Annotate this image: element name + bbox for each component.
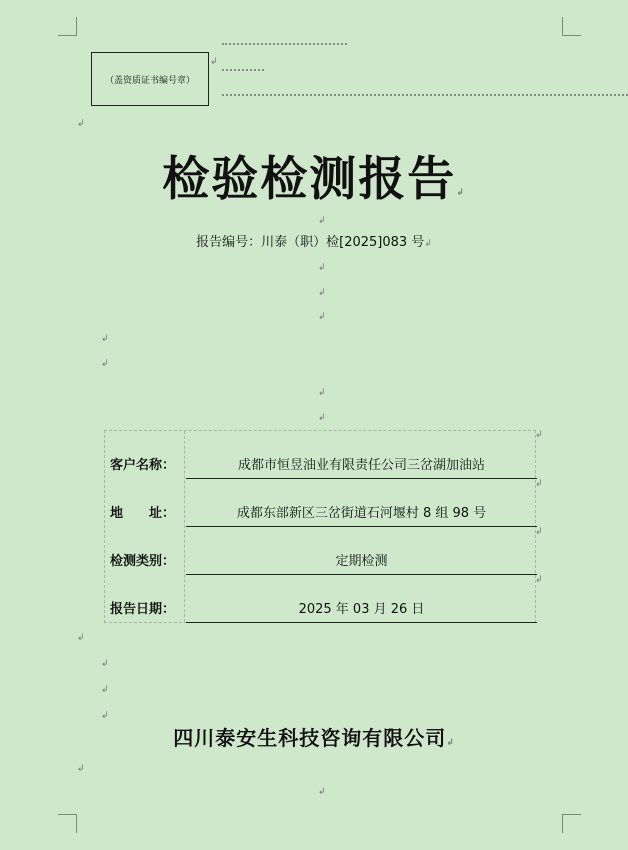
paragraph-mark: ↲ — [101, 659, 109, 669]
paragraph-mark: ↲ — [77, 119, 85, 129]
paragraph-mark: ↲ — [77, 764, 85, 774]
report-date-value: 2025 年 03 月 26 日 — [186, 592, 537, 623]
paragraph-mark: ↲ — [77, 633, 85, 643]
crop-mark-top-left — [58, 17, 77, 36]
client-info-table — [104, 430, 536, 623]
info-row-client-name — [105, 431, 537, 479]
paragraph-mark: ↲ — [535, 527, 543, 537]
crop-mark-bottom-left — [58, 814, 77, 833]
stamp-box-text: （盖资质证书编号章） — [104, 75, 195, 86]
qualification-stamp-box — [91, 52, 209, 106]
paragraph-mark: ↲ — [535, 430, 543, 440]
report-title: 检验检测报告↲ — [162, 152, 466, 207]
paragraph-mark: ↲ — [101, 334, 109, 344]
paragraph-mark: ↲ — [101, 711, 109, 721]
paragraph-mark: ↲ — [318, 216, 326, 226]
paragraph-mark: ↲ — [210, 57, 218, 67]
paragraph-mark: ↲ — [318, 388, 326, 398]
report-number: 报告编号：川泰（职）检[2025]083 号↲ — [196, 235, 432, 250]
paragraph-mark: ↲ — [318, 413, 326, 423]
dotted-leader — [222, 94, 628, 96]
test-category-label: 检测类别： — [110, 554, 176, 569]
dotted-leader — [222, 43, 347, 45]
issuing-company: 四川泰安生科技咨询有限公司↲ — [173, 726, 455, 750]
client-name-label: 客户名称： — [110, 458, 176, 473]
test-category-value: 定期检测 — [186, 544, 537, 575]
info-row-test-category — [105, 527, 537, 575]
paragraph-mark: ↲ — [101, 685, 109, 695]
paragraph-mark: ↲ — [446, 738, 455, 748]
paragraph-mark: ↲ — [101, 359, 109, 369]
paragraph-mark: ↲ — [424, 239, 432, 249]
report-date-label: 报告日期： — [110, 602, 176, 617]
address-value: 成都东部新区三岔街道石河堰村 8 组 98 号 — [186, 496, 537, 527]
info-row-address — [105, 479, 537, 527]
address-label: 地 址： — [110, 506, 176, 521]
crop-mark-top-right — [562, 17, 581, 36]
crop-mark-bottom-right — [562, 814, 581, 833]
paragraph-mark: ↲ — [318, 263, 326, 273]
paragraph-mark: ↲ — [318, 288, 326, 298]
dotted-leader — [222, 69, 264, 71]
info-row-report-date — [105, 575, 537, 623]
client-name-value: 成都市恒昱油业有限责任公司三岔湖加油站 — [186, 448, 537, 479]
paragraph-mark: ↲ — [456, 188, 466, 198]
paragraph-mark: ↲ — [535, 479, 543, 489]
paragraph-mark: ↲ — [535, 575, 543, 585]
paragraph-mark: ↲ — [318, 312, 326, 322]
paragraph-mark: ↲ — [318, 787, 326, 797]
